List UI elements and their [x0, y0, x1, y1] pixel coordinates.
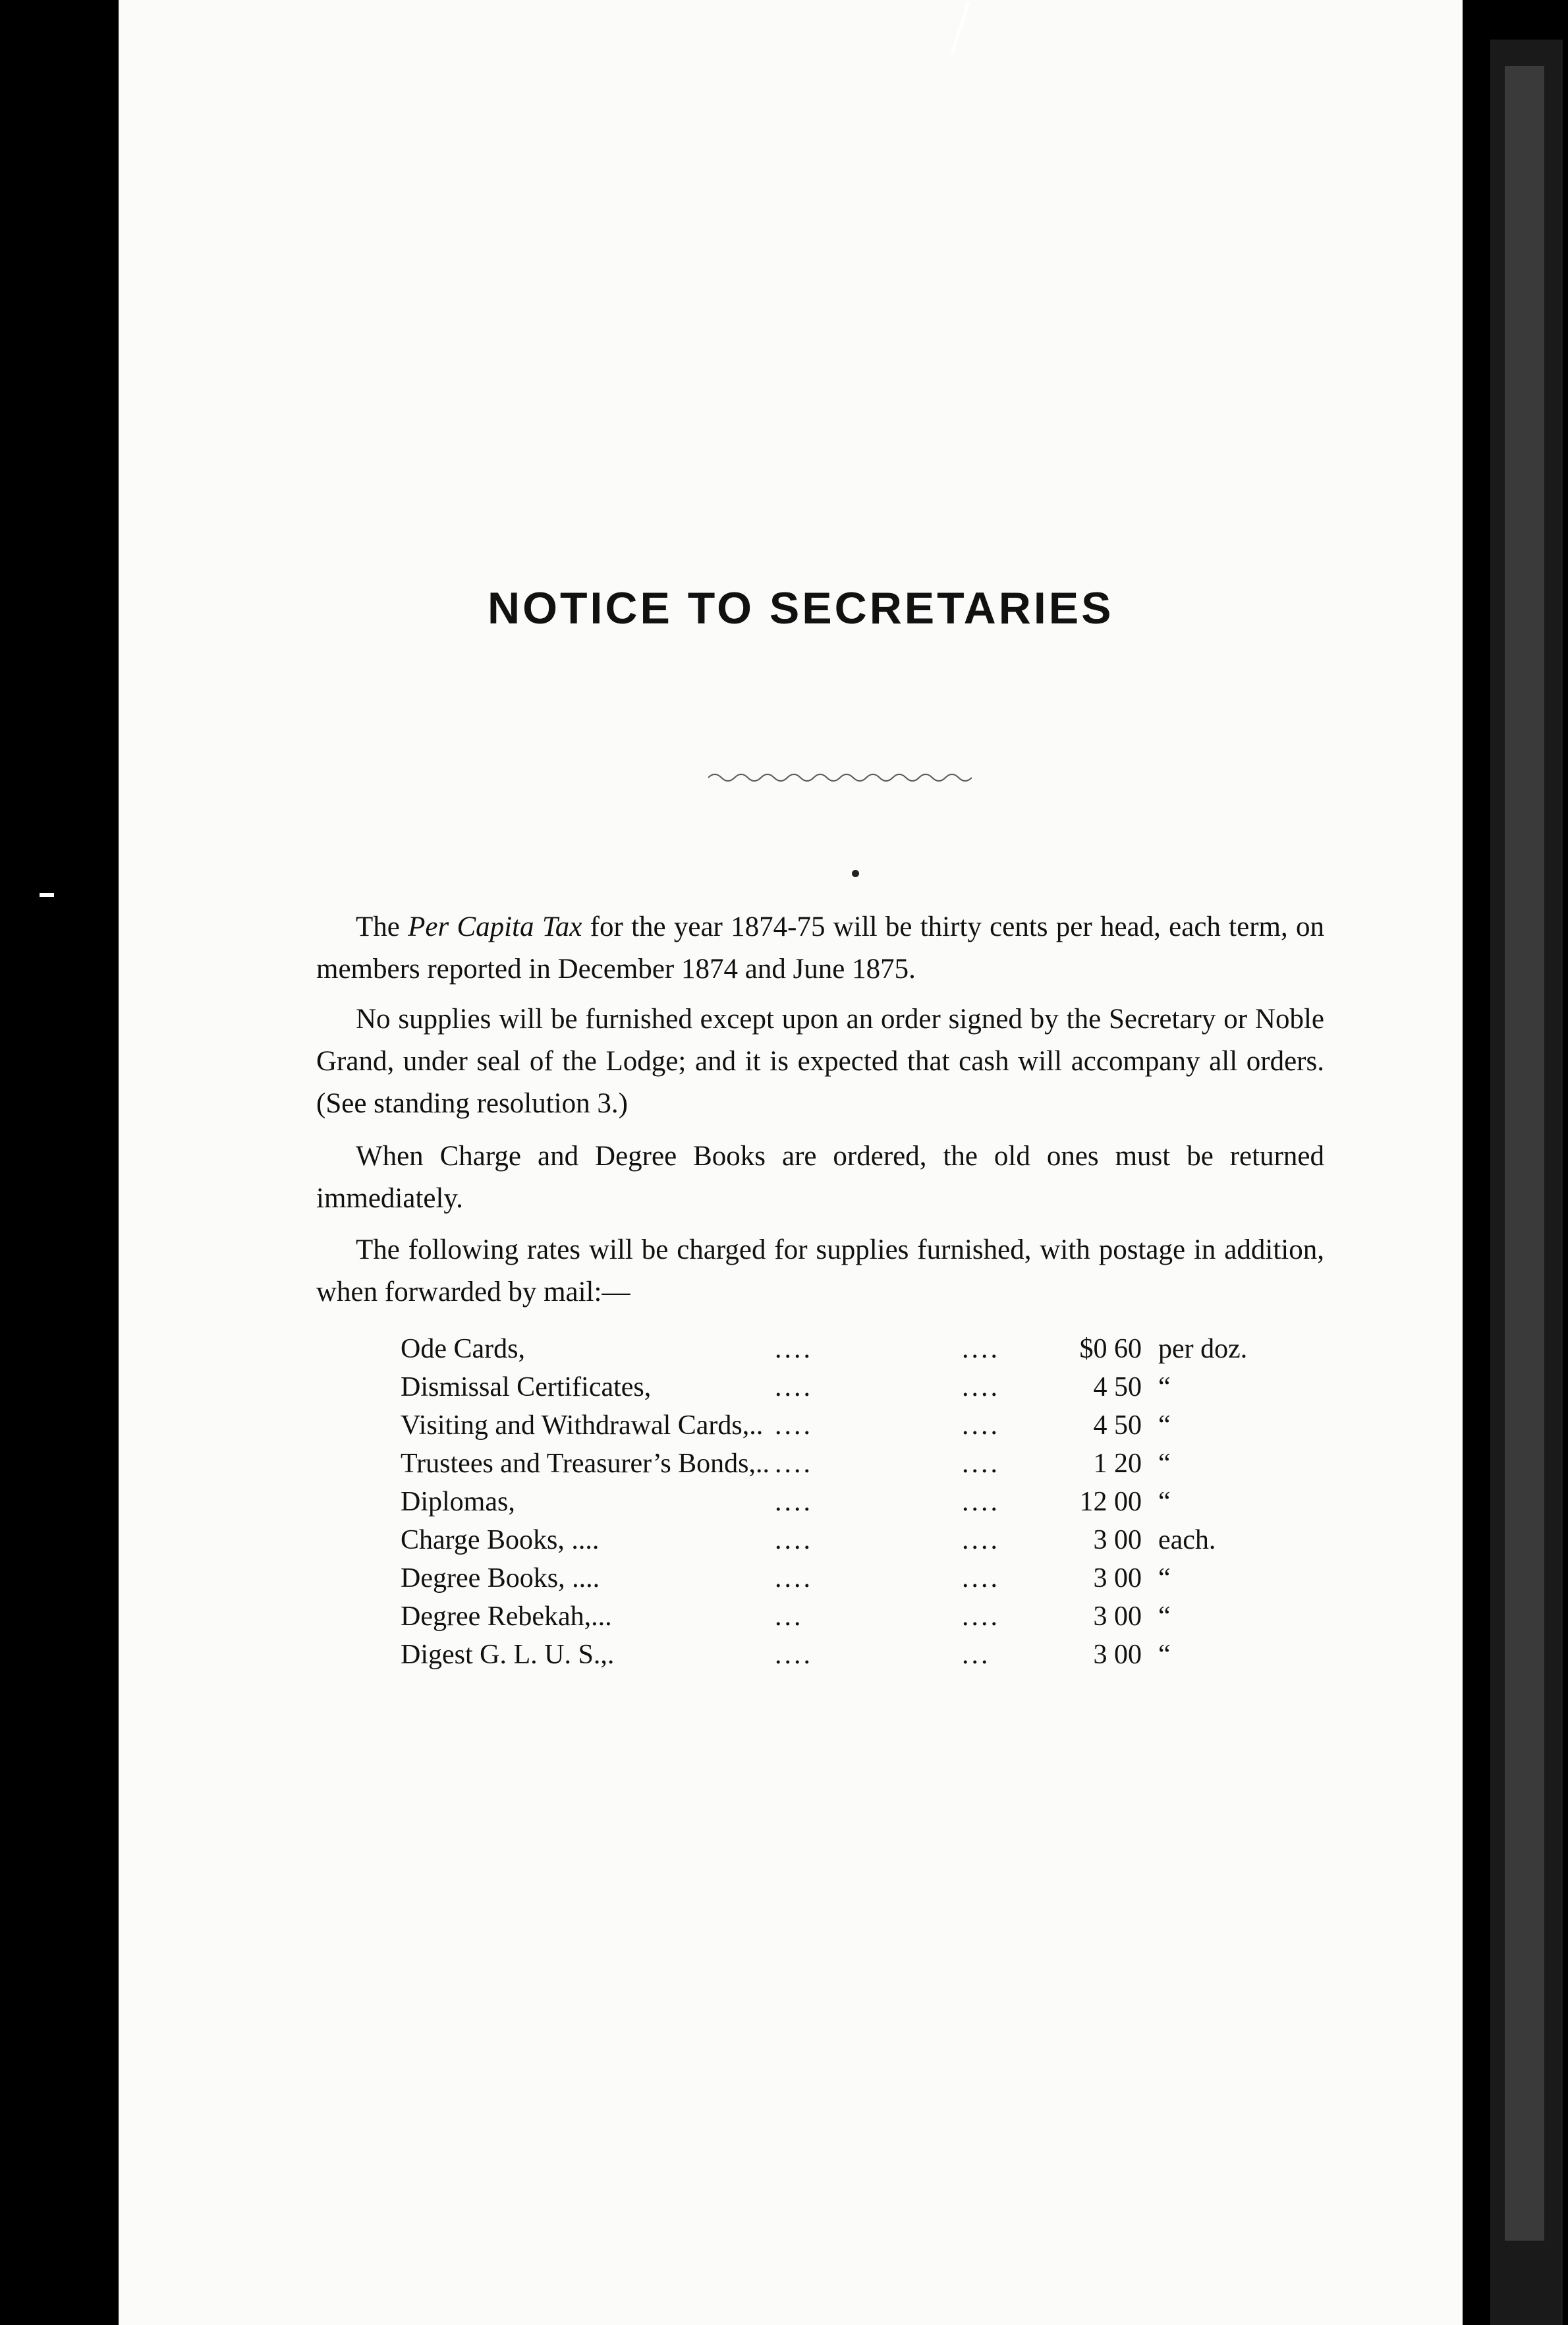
rate-price: 4 50 [1093, 1372, 1142, 1402]
paragraph-charge-books: When Charge and Degree Books are ordered, the old ones must be returned immediately. [316, 1141, 1324, 1214]
rate-row [401, 1559, 1257, 1597]
rate-unit: “ [1158, 1563, 1171, 1593]
leader-dots: ... [775, 1601, 804, 1632]
leader-dots: .... [775, 1563, 813, 1593]
rate-item: Degree Rebekah,... [401, 1601, 612, 1632]
rate-row [401, 1521, 1257, 1559]
rate-item: Visiting and Withdrawal Cards,.. [401, 1410, 764, 1441]
paragraph-text: The [356, 911, 408, 942]
per-capita-tax-term: Per Capita Tax [408, 911, 582, 942]
rate-price: 12 00 [1079, 1487, 1142, 1517]
rate-item: Ode Cards, [401, 1334, 525, 1364]
leader-dots: .... [962, 1449, 1000, 1479]
rate-price: 4 50 [1093, 1410, 1142, 1441]
rate-unit: “ [1158, 1410, 1171, 1441]
leader-dots: .... [962, 1563, 1000, 1593]
page-title: NOTICE TO SECRETARIES [488, 583, 1114, 633]
rate-price: 3 00 [1093, 1640, 1142, 1670]
paragraph-rates-intro: The following rates will be charged for supplies furnished, with postage in addition, when forwarded by mail:— [316, 1234, 1324, 1307]
leader-dots: .... [962, 1410, 1000, 1441]
paragraph-supplies: No supplies will be furnished except upon an order signed by the Secretary or Noble Grand, under seal of the Lodge; and it is expected that cash will accompany all orders. (See standing resolution 3.) [316, 1004, 1324, 1119]
leader-dots: .... [775, 1372, 813, 1402]
rate-item: Charge Books, .... [401, 1525, 600, 1555]
leader-dots: ... [962, 1640, 991, 1670]
leader-dots: .... [775, 1449, 813, 1479]
scan-border-strip [1490, 40, 1563, 2325]
rate-unit: per doz. [1158, 1334, 1248, 1364]
rate-item: Trustees and Treasurer’s Bonds,.. [401, 1449, 770, 1479]
leader-dots: .... [775, 1334, 813, 1364]
decorative-dot [852, 870, 859, 877]
rate-row [401, 1330, 1257, 1368]
rate-price: 1 20 [1093, 1449, 1142, 1479]
leader-dots: .... [962, 1487, 1000, 1517]
rate-unit: “ [1158, 1372, 1171, 1402]
rate-price: 3 00 [1093, 1525, 1142, 1555]
leader-dots: .... [775, 1487, 813, 1517]
rate-unit: “ [1158, 1640, 1171, 1670]
rate-item: Digest G. L. U. S.,. [401, 1640, 615, 1670]
rate-unit: each. [1158, 1525, 1216, 1555]
rate-price: 3 00 [1093, 1601, 1142, 1632]
rate-row [401, 1483, 1257, 1521]
leader-dots: .... [775, 1525, 813, 1555]
leader-dots: .... [962, 1372, 1000, 1402]
rate-unit: “ [1158, 1601, 1171, 1632]
rate-row [401, 1636, 1257, 1674]
leader-dots: .... [775, 1410, 813, 1441]
rate-row [401, 1368, 1257, 1406]
paragraph-per-capita-tax [316, 906, 1324, 990]
rate-price: $0 60 [1079, 1334, 1142, 1364]
rate-unit: “ [1158, 1449, 1171, 1479]
rate-unit: “ [1158, 1487, 1171, 1517]
rate-row [401, 1406, 1257, 1445]
leader-dots: .... [962, 1601, 1000, 1632]
rate-price: 3 00 [1093, 1563, 1142, 1593]
leader-dots: .... [962, 1525, 1000, 1555]
decorative-wavy-rule [708, 770, 972, 786]
rate-item: Degree Books, .... [401, 1563, 600, 1593]
rate-row [401, 1597, 1257, 1636]
leader-dots: .... [775, 1640, 813, 1670]
leader-dots: .... [962, 1334, 1000, 1364]
rate-row [401, 1445, 1257, 1483]
rate-item: Diplomas, [401, 1487, 515, 1517]
scan-border-stripe [1505, 66, 1544, 2241]
paragraph-text: for the year 1874-75 will be thirty cents per head, each term, on members reported in December 1874 and June 1875. [316, 911, 1324, 985]
rates-table [401, 1330, 1257, 1674]
scan-speck [40, 893, 54, 897]
rate-item: Dismissal Certificates, [401, 1372, 652, 1402]
